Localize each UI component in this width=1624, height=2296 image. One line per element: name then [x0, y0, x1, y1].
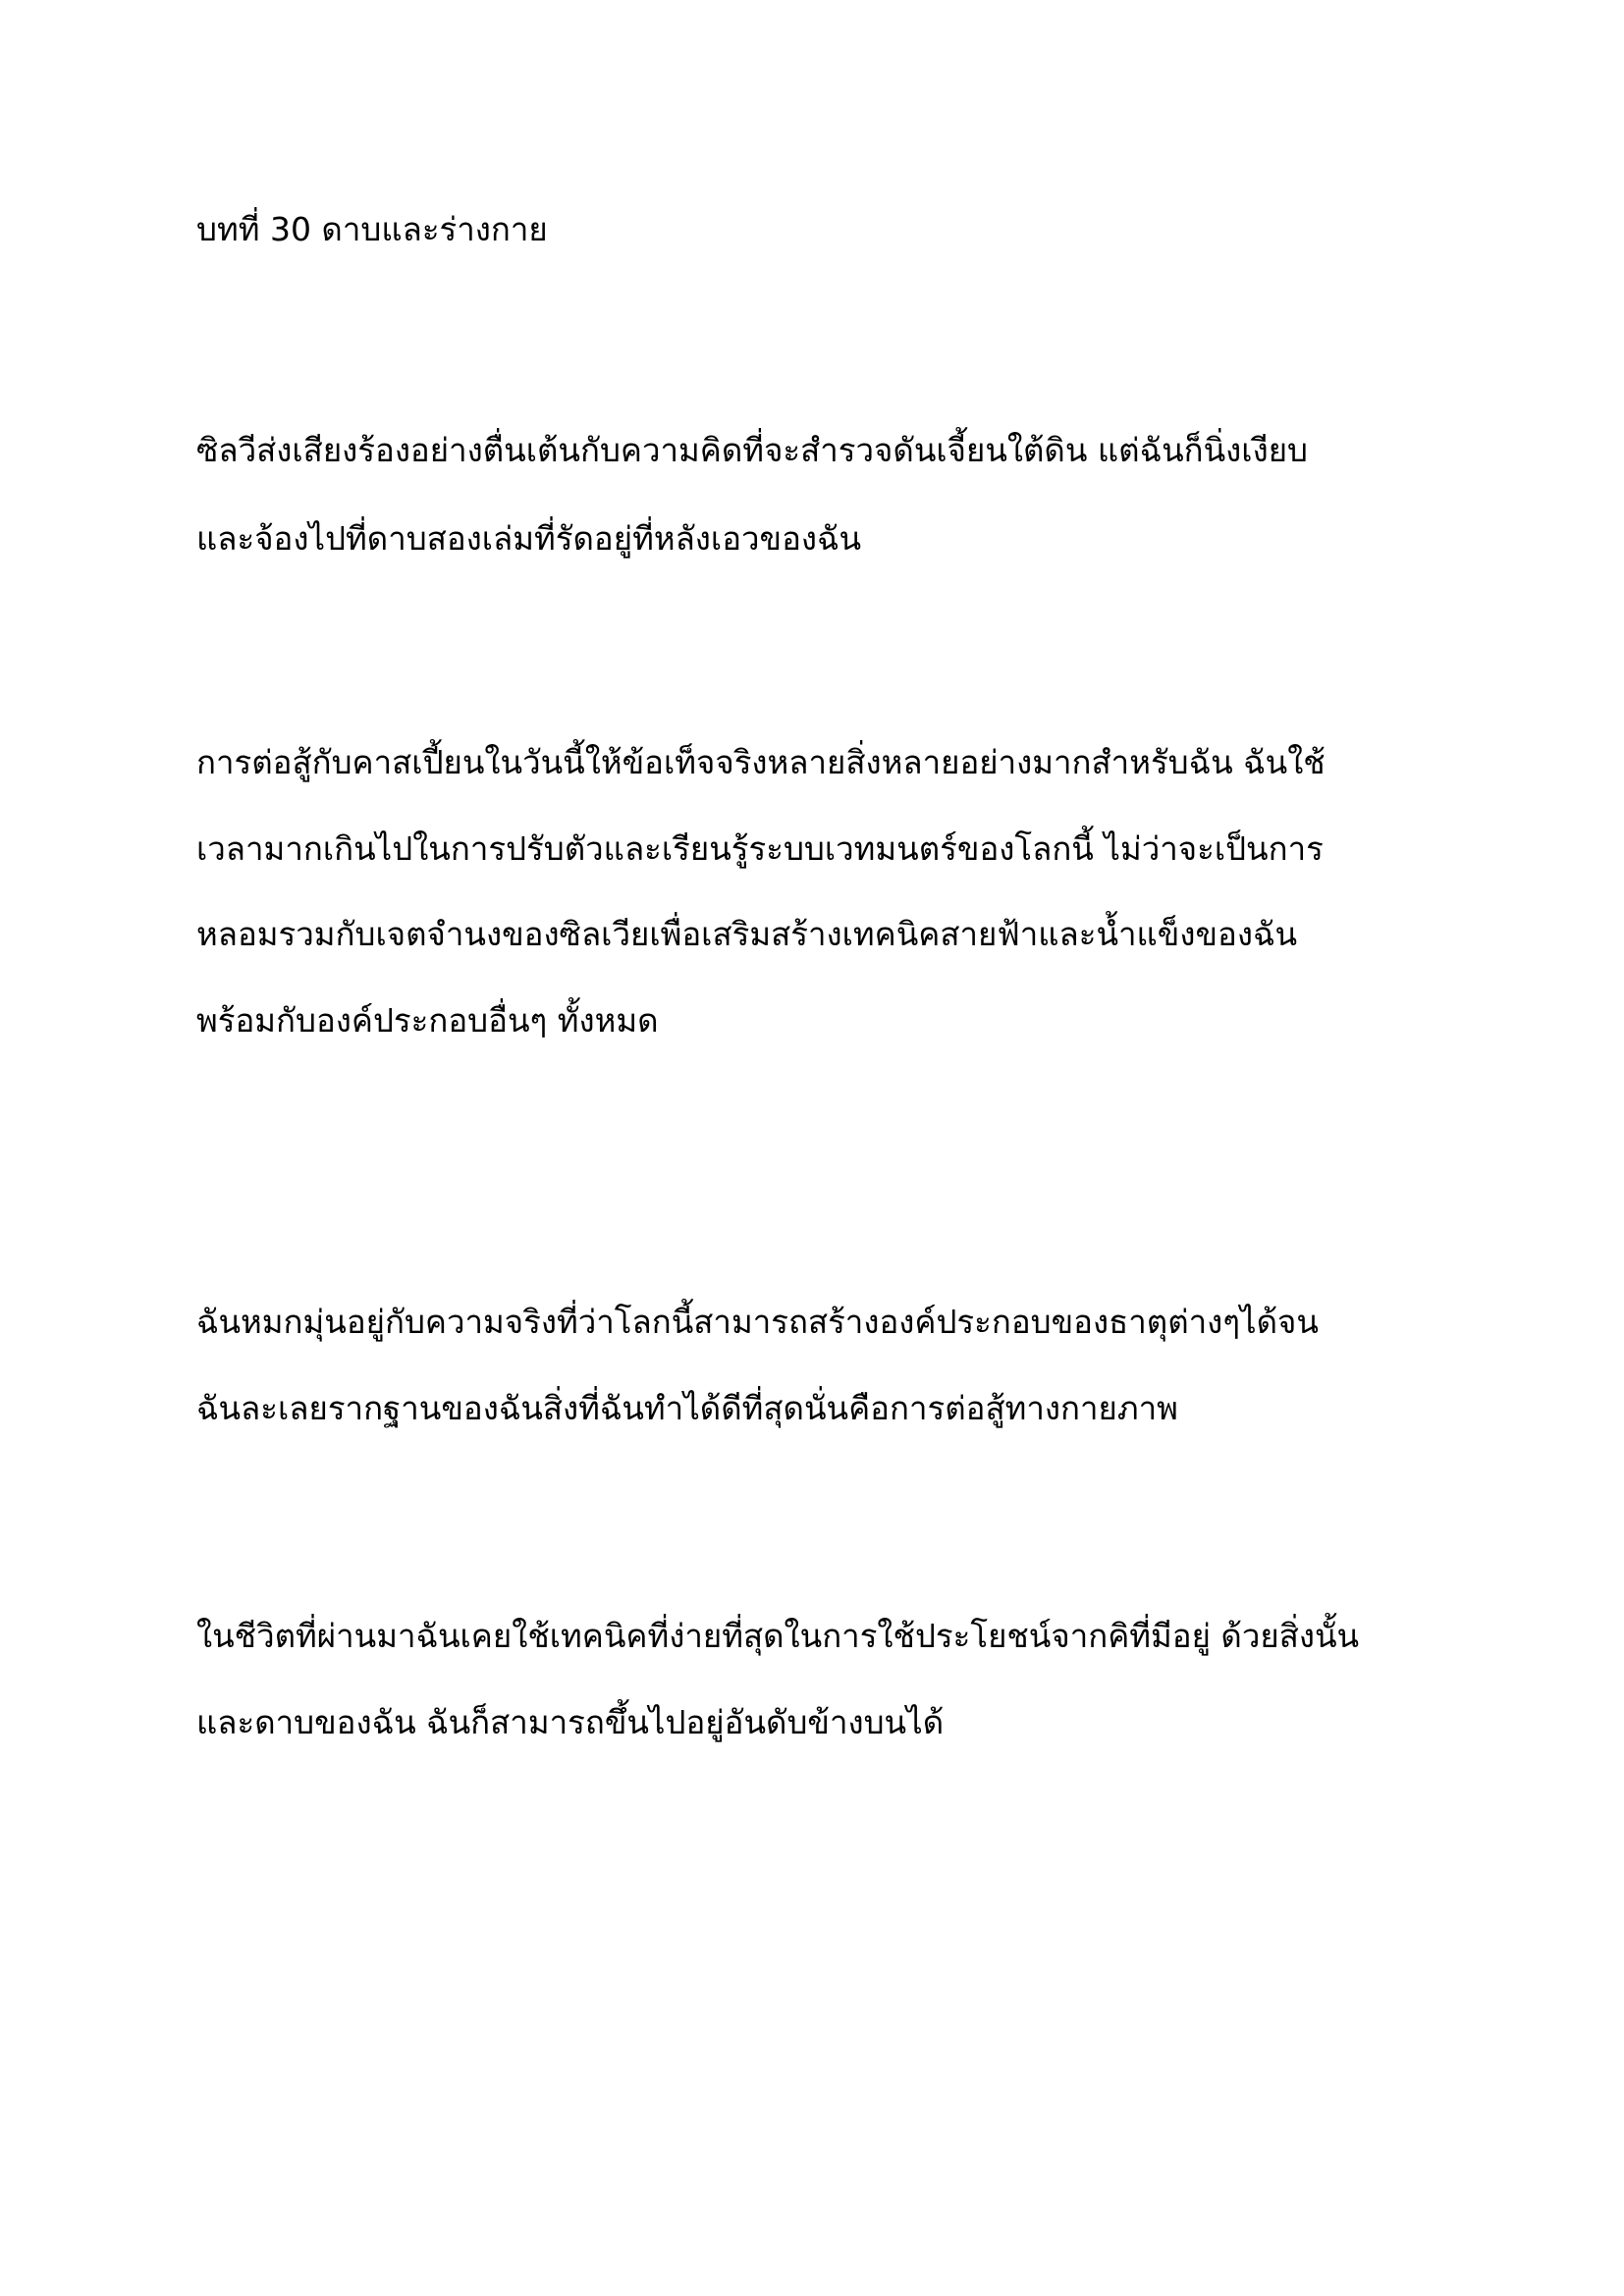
paragraph-3-line-1: ฉันหมกมุ่นอยู่กับความจริงที่ว่าโลกนี้สามารถสร้างองค์ประกอบของธาตุต่างๆได้จน	[196, 1303, 1319, 1341]
paragraph-2-line-2: เวลามากเกินไปในการปรับตัวและเรียนรู้ระบบเวทมนตร์ของโลกนี้ ไม่ว่าจะเป็นการ	[196, 829, 1324, 868]
chapter-title: บทที่ 30 ดาบและร่างกาย	[196, 210, 548, 248]
paragraph-2-line-3: หลอมรวมกับเจตจำนงของซิลเวียเพื่อเสริมสร้างเทคนิคสายฟ้าและน้ำแข็งของฉัน	[196, 915, 1298, 953]
paragraph-1-line-1: ซิลวีส่งเสียงร้องอย่างตื่นเต้นกับความคิดที่จะสำรวจดันเจี้ยนใต้ดิน แต่ฉันก็นิ่งเงียบ	[196, 431, 1308, 469]
paragraph-2-line-1: การต่อสู้กับคาสเปี้ยนในวันนี้ให้ข้อเท็จจริงหลายสิ่งหลายอย่างมากสำหรับฉัน ฉันใช้	[196, 743, 1326, 781]
paragraph-3-line-2: ฉันละเลยรากฐานของฉันสิ่งที่ฉันทำได้ดีที่สุดนั่นคือการต่อสู้ทางกายภาพ	[196, 1389, 1178, 1427]
paragraph-1-line-2: และจ้องไปที่ดาบสองเล่มที่รัดอยู่ที่หลังเอวของฉัน	[196, 519, 862, 558]
paragraph-4-line-1: ในชีวิตที่ผ่านมาฉันเคยใช้เทคนิคที่ง่ายที่สุดในการใช้ประโยชน์จากคิที่มีอยู่ ด้วยสิ่งนั้น	[196, 1617, 1360, 1655]
paragraph-2-line-4: พร้อมกับองค์ประกอบอื่นๆ ทั้งหมด	[196, 1001, 659, 1040]
paragraph-4-line-2: และดาบของฉัน ฉันก็สามารถขึ้นไปอยู่อันดับข้างบนได้	[196, 1703, 945, 1741]
